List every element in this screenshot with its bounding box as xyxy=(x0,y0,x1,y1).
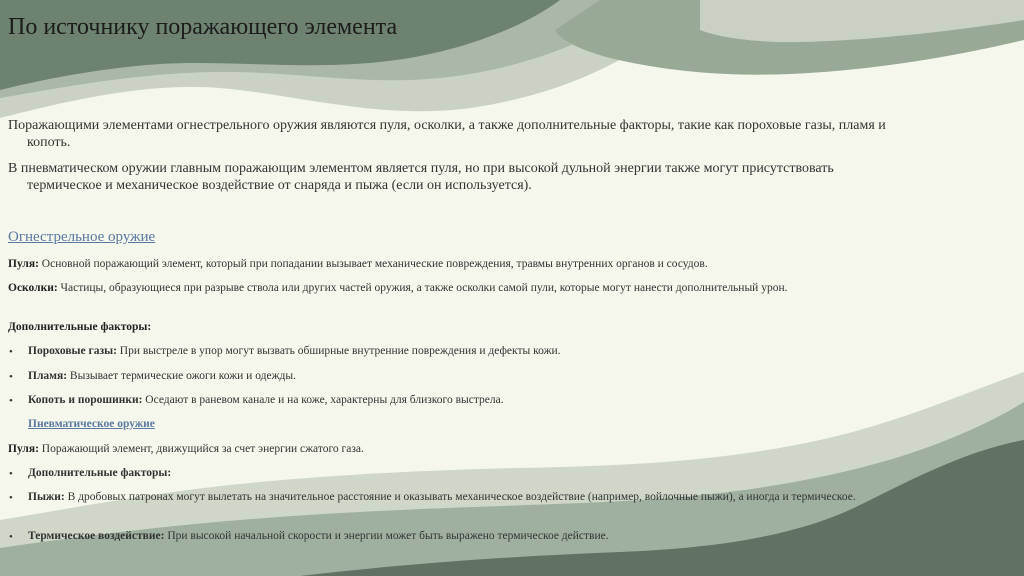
factor-gases-label: Пороховые газы: xyxy=(28,345,117,357)
firearms-fragments-label: Осколки: xyxy=(8,282,58,294)
bullet-marker: • xyxy=(9,531,13,543)
firearms-extra-label xyxy=(8,320,888,334)
bullet-marker: • xyxy=(9,492,13,504)
pneumatic-bullet-text: Поражающий элемент, движущийся за счет энергии сжатого газа. xyxy=(38,443,364,455)
bullet-marker: • xyxy=(9,395,13,407)
firearms-heading-link[interactable]: Огнестрельное оружие xyxy=(8,229,156,245)
firearms-bullet-text: Основной поражающий элемент, который при попадании вызывает механические повреждения, травмы внутренних органов и сосудов. xyxy=(38,258,708,270)
factor-gases-text: При выстреле в упор могут вызвать обширные внутренние повреждения и дефекты кожи. xyxy=(116,345,561,357)
factor-soot-label: Копоть и порошинки: xyxy=(28,394,143,406)
intro-paragraph-2: В пневматическом оружии главным поражающим элементом является пуля, но при высокой дульной энергии также могут присутствовать термическое и механическое воздействие от снаряда и пыжа (если он используется). xyxy=(8,161,834,193)
factor-item-gases xyxy=(28,344,888,358)
factor-flame-label: Пламя: xyxy=(28,370,68,382)
pneumatic-bullet-line xyxy=(8,442,888,456)
factor-flame-text: Вызывает термические ожоги кожи и одежды. xyxy=(67,370,296,382)
pneumatic-wads-text: В дробовых патронах могут вылетать на значительное расстояние и оказывать механическое воздействие (например, войлочные пыжи), а иногда и термическое. xyxy=(64,491,856,503)
pneumatic-thermal-item xyxy=(28,529,888,543)
intro-paragraph-1: Поражающими элементами огнестрельного оружия являются пуля, осколки, а также дополнительные факторы, такие как пороховые газы, пламя и копоть. xyxy=(8,118,886,150)
pneumatic-thermal-text: При высокой начальной скорости и энергии может быть выражено термическое действие. xyxy=(164,530,609,542)
firearms-fragments-text: Частицы, образующиеся при разрыве ствола или других частей оружия, а также осколки самой пули, которые могут нанести дополнительный урон. xyxy=(57,282,788,294)
pneumatic-wads-label: Пыжи: xyxy=(28,491,65,503)
bullet-marker: • xyxy=(9,468,13,480)
slide-title: По источнику поражающего элемента xyxy=(8,14,398,40)
firearms-fragments-line xyxy=(8,281,798,295)
factor-item-flame xyxy=(28,369,888,383)
pneumatic-thermal-label: Термическое воздействие: xyxy=(28,530,165,542)
bullet-marker: • xyxy=(9,346,13,358)
pneumatic-extra-label xyxy=(28,466,888,480)
firearms-bullet-label: Пуля: xyxy=(8,258,39,270)
pneumatic-wads-item xyxy=(28,490,888,504)
firearms-bullet-line xyxy=(8,257,888,271)
firearms-extra-label-text: Дополнительные факторы: xyxy=(8,321,152,333)
pneumatic-heading-link[interactable]: Пневматическое оружие xyxy=(28,418,155,430)
bullet-marker: • xyxy=(9,371,13,383)
factor-soot-text: Оседают в раневом канале и на коже, характерны для близкого выстрела. xyxy=(142,394,504,406)
pneumatic-bullet-label: Пуля: xyxy=(8,443,39,455)
factor-item-soot xyxy=(28,393,888,407)
pneumatic-extra-label-text: Дополнительные факторы: xyxy=(28,467,172,479)
